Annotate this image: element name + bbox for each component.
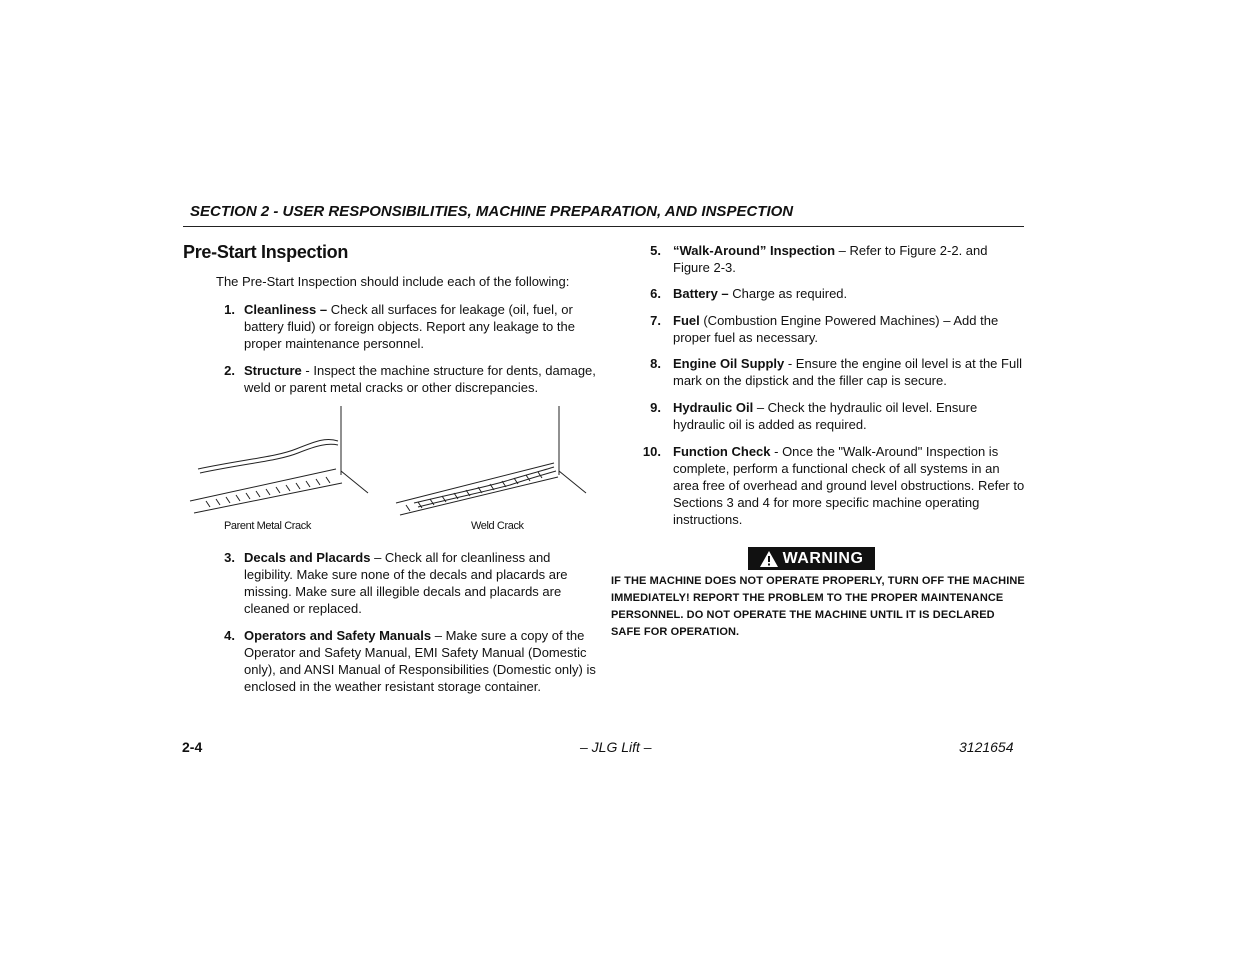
item-text: – Refer to Figure 2-2. and Figure 2-3. — [673, 243, 988, 275]
footer-page-number: 2-4 — [182, 739, 203, 755]
header-divider — [183, 226, 1024, 227]
item-text: – Check all for cleanliness and legibility. Make sure none of the decals and placards are missing. Make sure all illegible decals and placards are cleaned or replaced. — [244, 550, 568, 616]
intro-text: The Pre-Start Inspection should include each of the following: — [216, 274, 570, 289]
item-title: Battery – — [673, 286, 729, 301]
item-number: 10. — [642, 444, 661, 459]
item-number: 3. — [224, 550, 235, 565]
item-text: - Inspect the machine structure for dents, damage, weld or parent metal cracks or other discrepancies. — [244, 363, 596, 395]
item-number: 5. — [650, 243, 661, 258]
section-header: SECTION 2 - USER RESPONSIBILITIES, MACHINE PREPARATION, AND INSPECTION — [190, 203, 794, 220]
item-text: - Ensure the engine oil level is at the Full mark on the dipstick and the filler cap is secure. — [673, 356, 1022, 388]
item-title: Cleanliness – — [244, 302, 328, 317]
item-text: - Once the "Walk-Around" Inspection is complete, perform a functional check of all systems in an area free of overhead and ground level obstructions. Refer to Sections 3 and 4 for more specific machine operating instructions. — [673, 444, 1025, 527]
footer-doc-number: 3121654 — [959, 739, 1014, 755]
crack-figure — [186, 403, 596, 541]
item-text: Charge as required. — [728, 286, 848, 301]
item-number: 1. — [224, 302, 235, 317]
crack-illustration — [186, 403, 596, 541]
item-number: 6. — [650, 286, 661, 301]
item-title: Engine Oil Supply — [673, 356, 785, 371]
warning-label: WARNING — [782, 549, 864, 567]
item-title: Function Check — [673, 444, 771, 459]
item-number: 4. — [224, 628, 235, 643]
item-title: Decals and Placards — [244, 550, 371, 565]
caption-parent-metal-crack: Parent Metal Crack — [224, 520, 311, 532]
item-number: 7. — [650, 313, 661, 328]
item-title: Fuel — [673, 313, 700, 328]
item-text: – Make sure a copy of the Operator and Safety Manual, EMI Safety Manual (Domestic only), and ANSI Manual of Responsibilities (Domestic only) is enclosed in the weather resistant storage container. — [244, 628, 596, 694]
warning-text: IF THE MACHINE DOES NOT OPERATE PROPERLY, TURN OFF THE MACHINE IMMEDIATELY! REPORT THE PROBLEM TO THE PROPER MAINTENANCE PERSONNEL. DO NOT OPERATE THE MACHINE UNTIL IT IS DECLARED SAFE FOR OPERATION. — [611, 575, 1025, 638]
warning-badge — [748, 547, 875, 570]
warning-triangle-icon — [760, 551, 778, 567]
item-number: 9. — [650, 400, 661, 415]
item-number: 2. — [224, 363, 235, 378]
item-text: – Check the hydraulic oil level. Ensure hydraulic oil is added as required. — [673, 400, 978, 432]
item-number: 8. — [650, 356, 661, 371]
item-title: “Walk-Around” Inspection — [673, 243, 836, 258]
caption-weld-crack: Weld Crack — [471, 520, 524, 532]
item-title: Structure — [244, 363, 302, 378]
item-text: (Combustion Engine Powered Machines) – Add the proper fuel as necessary. — [673, 313, 999, 345]
item-text: Check all surfaces for leakage (oil, fuel, or battery fluid) or foreign objects. Report any leakage to the proper maintenance personnel. — [244, 302, 575, 351]
item-title: Hydraulic Oil — [673, 400, 754, 415]
footer-center-text: – JLG Lift – — [580, 739, 652, 755]
page-title: Pre-Start Inspection — [183, 242, 349, 262]
item-title: Operators and Safety Manuals — [244, 628, 432, 643]
